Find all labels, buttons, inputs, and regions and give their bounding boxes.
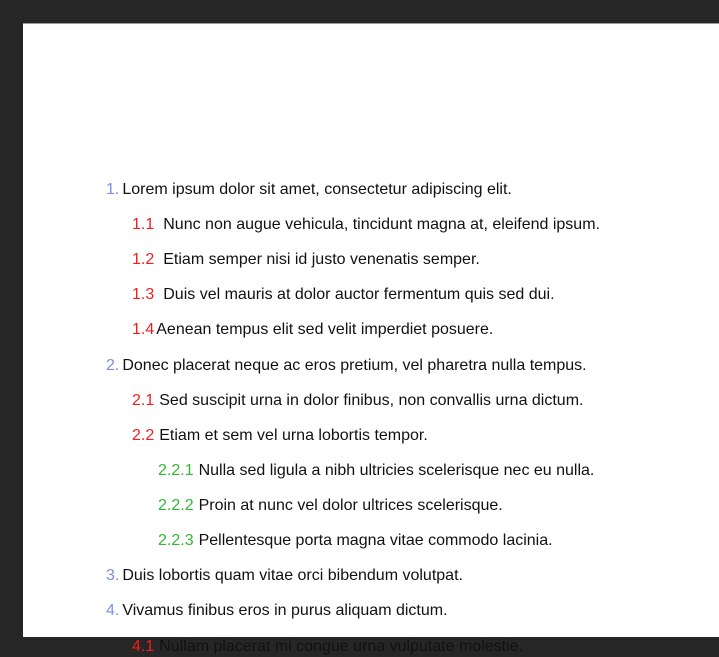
list-item-number: 2.2.3 <box>158 532 194 549</box>
list-item <box>132 391 583 411</box>
list-item-number: 3. <box>106 567 120 584</box>
list-item <box>106 180 512 200</box>
list-item-number: 1.3 <box>132 286 155 303</box>
list-item-text: Nulla sed ligula a nibh ultricies scelerisque nec eu nulla. <box>198 462 595 479</box>
list-item-text: Etiam et sem vel urna lobortis tempor. <box>159 427 428 444</box>
list-item-text: Lorem ipsum dolor sit amet, consectetur adipiscing elit. <box>122 181 512 198</box>
list-item-text: Etiam semper nisi id justo venenatis semper. <box>163 251 480 268</box>
document-page <box>23 23 719 655</box>
list-item <box>132 250 480 270</box>
list-item-number: 1. <box>106 181 120 198</box>
list-item-number: 4.1 <box>132 638 155 655</box>
list-item-text: Sed suscipit urna in dolor finibus, non convallis urna dictum. <box>159 392 584 409</box>
list-item-text: Donec placerat neque ac eros pretium, vel pharetra nulla tempus. <box>122 357 587 374</box>
list-item-number: 2. <box>106 357 120 374</box>
list-item-text: Proin at nunc vel dolor ultrices scelerisque. <box>198 497 503 514</box>
list-item <box>132 215 600 235</box>
list-item-number: 2.1 <box>132 392 155 409</box>
list-item-text: Aenean tempus elit sed velit imperdiet posuere. <box>156 321 494 338</box>
list-item <box>158 531 553 551</box>
list-item-text: Nunc non augue vehicula, tincidunt magna at, eleifend ipsum. <box>163 216 600 233</box>
list-item <box>158 461 594 481</box>
list-item <box>106 601 448 621</box>
list-item <box>132 426 428 446</box>
list-item-text: Vivamus finibus eros in purus aliquam dictum. <box>122 602 448 619</box>
list-item <box>158 496 503 516</box>
list-item-number: 2.2 <box>132 427 155 444</box>
list-item <box>132 285 555 305</box>
list-item <box>132 637 523 657</box>
list-item-number: 1.4 <box>132 321 155 338</box>
list-item-number: 2.2.2 <box>158 497 194 514</box>
list-item-number: 1.2 <box>132 251 155 268</box>
list-item-number: 1.1 <box>132 216 155 233</box>
list-item-number: 4. <box>106 602 120 619</box>
list-item <box>132 320 493 340</box>
list-item-text: Nullam placerat mi congue urna vulputate molestie. <box>159 638 523 655</box>
list-item <box>106 356 587 376</box>
list-item-text: Pellentesque porta magna vitae commodo lacinia. <box>198 532 553 549</box>
list-item <box>106 566 463 586</box>
list-item-number: 2.2.1 <box>158 462 194 479</box>
list-item-text: Duis vel mauris at dolor auctor fermentum quis sed dui. <box>163 286 555 303</box>
list-item-text: Duis lobortis quam vitae orci bibendum volutpat. <box>122 567 463 584</box>
